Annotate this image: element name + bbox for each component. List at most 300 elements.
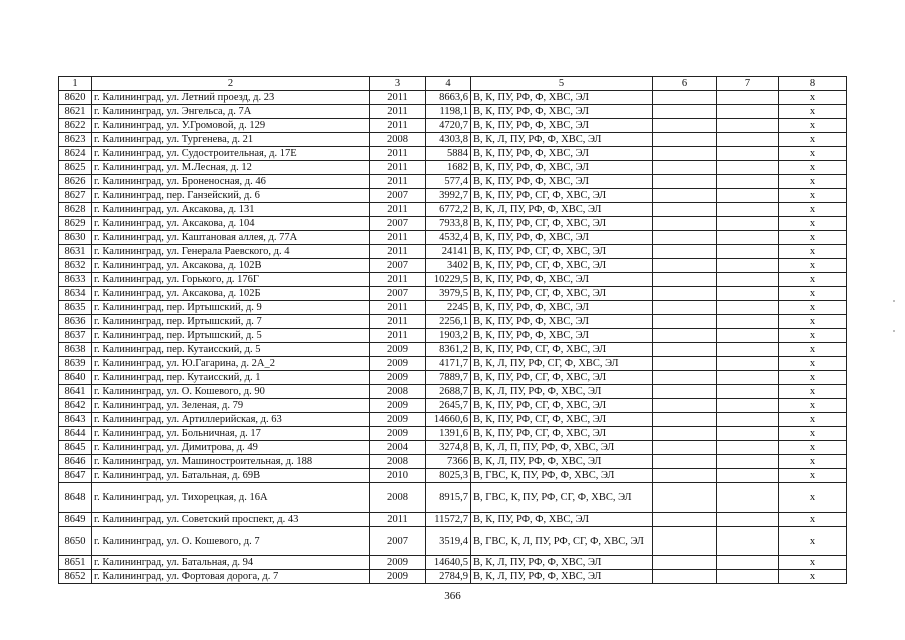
column-6-cell — [653, 189, 717, 203]
column-7-cell — [717, 175, 779, 189]
year-cell: 2011 — [370, 329, 426, 343]
column-7-cell — [717, 189, 779, 203]
column-6-cell — [653, 413, 717, 427]
row-number-cell: 8628 — [59, 203, 92, 217]
area-cell: 7366 — [426, 455, 471, 469]
area-cell: 2784,9 — [426, 570, 471, 584]
year-cell: 2011 — [370, 175, 426, 189]
utilities-cell: В, К, ПУ, РФ, СГ, Ф, ХВС, ЭЛ — [471, 427, 653, 441]
area-cell: 8663,6 — [426, 91, 471, 105]
table-row — [59, 329, 847, 343]
table-row — [59, 91, 847, 105]
address-cell: г. Калининград, ул. Аксакова, д. 102В — [92, 259, 370, 273]
area-cell: 577,4 — [426, 175, 471, 189]
column-8-cell: x — [779, 245, 847, 259]
row-number-cell: 8651 — [59, 556, 92, 570]
row-number-cell: 8648 — [59, 483, 92, 513]
address-cell: г. Калининград, пер. Ганзейский, д. 6 — [92, 189, 370, 203]
area-cell: 1903,2 — [426, 329, 471, 343]
header-cell-6: 6 — [653, 77, 717, 91]
housing-register-table — [58, 76, 847, 584]
column-8-cell: x — [779, 105, 847, 119]
row-number-cell: 8629 — [59, 217, 92, 231]
column-6-cell — [653, 385, 717, 399]
utilities-cell: В, К, ПУ, РФ, Ф, ХВС, ЭЛ — [471, 231, 653, 245]
column-7-cell — [717, 301, 779, 315]
column-6-cell — [653, 245, 717, 259]
table-row — [59, 259, 847, 273]
column-6-cell — [653, 357, 717, 371]
header-cell-7: 7 — [717, 77, 779, 91]
column-6-cell — [653, 91, 717, 105]
address-cell: г. Калининград, ул. Советский проспект, д. 43 — [92, 513, 370, 527]
year-cell: 2011 — [370, 231, 426, 245]
column-8-cell: x — [779, 231, 847, 245]
table-row — [59, 315, 847, 329]
column-7-cell — [717, 105, 779, 119]
column-8-cell: x — [779, 399, 847, 413]
column-7-cell — [717, 469, 779, 483]
row-number-cell: 8634 — [59, 287, 92, 301]
row-number-cell: 8638 — [59, 343, 92, 357]
column-6-cell — [653, 273, 717, 287]
row-number-cell: 8631 — [59, 245, 92, 259]
utilities-cell: В, К, ПУ, РФ, СГ, Ф, ХВС, ЭЛ — [471, 287, 653, 301]
address-cell: г. Калининград, ул. Машиностроительная, д. 188 — [92, 455, 370, 469]
utilities-cell: В, К, Л, ПУ, РФ, СГ, Ф, ХВС, ЭЛ — [471, 357, 653, 371]
table-row — [59, 147, 847, 161]
column-6-cell — [653, 203, 717, 217]
row-number-cell: 8643 — [59, 413, 92, 427]
column-6-cell — [653, 315, 717, 329]
column-7-cell — [717, 399, 779, 413]
area-cell: 7933,8 — [426, 217, 471, 231]
table-row — [59, 483, 847, 513]
utilities-cell: В, ГВС, К, Л, ПУ, РФ, СГ, Ф, ХВС, ЭЛ — [471, 527, 653, 556]
table-row — [59, 371, 847, 385]
address-cell: г. Калининград, ул. Аксакова, д. 104 — [92, 217, 370, 231]
column-7-cell — [717, 217, 779, 231]
column-6-cell — [653, 231, 717, 245]
column-6-cell — [653, 301, 717, 315]
column-6-cell — [653, 217, 717, 231]
area-cell: 4532,4 — [426, 231, 471, 245]
column-8-cell: x — [779, 315, 847, 329]
column-8-cell: x — [779, 385, 847, 399]
table-row — [59, 343, 847, 357]
column-6-cell — [653, 483, 717, 513]
address-cell: г. Калининград, ул. О. Кошевого, д. 90 — [92, 385, 370, 399]
column-8-cell: x — [779, 329, 847, 343]
address-cell: г. Калининград, ул. Генерала Раевского, д. 4 — [92, 245, 370, 259]
column-7-cell — [717, 147, 779, 161]
column-8-cell: x — [779, 343, 847, 357]
column-6-cell — [653, 469, 717, 483]
address-cell: г. Калининград, ул. Зеленая, д. 79 — [92, 399, 370, 413]
utilities-cell: В, К, ПУ, РФ, СГ, Ф, ХВС, ЭЛ — [471, 245, 653, 259]
column-8-cell: x — [779, 357, 847, 371]
column-7-cell — [717, 413, 779, 427]
column-8-cell: x — [779, 469, 847, 483]
year-cell: 2008 — [370, 385, 426, 399]
area-cell: 24141 — [426, 245, 471, 259]
column-8-cell: x — [779, 513, 847, 527]
year-cell: 2010 — [370, 469, 426, 483]
table-row — [59, 203, 847, 217]
address-cell: г. Калининград, ул. О. Кошевого, д. 7 — [92, 527, 370, 556]
address-cell: г. Калининград, ул. Судостроительная, д. 17Е — [92, 147, 370, 161]
area-cell: 1682 — [426, 161, 471, 175]
column-6-cell — [653, 399, 717, 413]
table-row — [59, 105, 847, 119]
column-8-cell: x — [779, 161, 847, 175]
utilities-cell: В, К, ПУ, РФ, СГ, Ф, ХВС, ЭЛ — [471, 189, 653, 203]
column-8-cell: x — [779, 217, 847, 231]
column-7-cell — [717, 119, 779, 133]
table-body — [59, 91, 847, 584]
table-row — [59, 399, 847, 413]
column-8-cell: x — [779, 301, 847, 315]
header-cell-1: 1 — [59, 77, 92, 91]
area-cell: 2645,7 — [426, 399, 471, 413]
header-cell-5: 5 — [471, 77, 653, 91]
table-row — [59, 357, 847, 371]
column-6-cell — [653, 161, 717, 175]
utilities-cell: В, К, ПУ, РФ, СГ, Ф, ХВС, ЭЛ — [471, 217, 653, 231]
table-row — [59, 413, 847, 427]
utilities-cell: В, К, ПУ, РФ, Ф, ХВС, ЭЛ — [471, 513, 653, 527]
column-8-cell: x — [779, 189, 847, 203]
column-8-cell: x — [779, 427, 847, 441]
row-number-cell: 8639 — [59, 357, 92, 371]
row-number-cell: 8620 — [59, 91, 92, 105]
table-row — [59, 441, 847, 455]
area-cell: 14640,5 — [426, 556, 471, 570]
column-7-cell — [717, 91, 779, 105]
row-number-cell: 8645 — [59, 441, 92, 455]
row-number-cell: 8647 — [59, 469, 92, 483]
table-row — [59, 570, 847, 584]
area-cell: 1391,6 — [426, 427, 471, 441]
area-cell: 3519,4 — [426, 527, 471, 556]
area-cell: 4720,7 — [426, 119, 471, 133]
column-7-cell — [717, 455, 779, 469]
utilities-cell: В, К, ПУ, РФ, СГ, Ф, ХВС, ЭЛ — [471, 343, 653, 357]
column-7-cell — [717, 441, 779, 455]
address-cell: г. Калининград, пер. Иртышский, д. 7 — [92, 315, 370, 329]
year-cell: 2011 — [370, 147, 426, 161]
column-8-cell: x — [779, 371, 847, 385]
row-number-cell: 8626 — [59, 175, 92, 189]
utilities-cell: В, К, Л, ПУ, РФ, Ф, ХВС, ЭЛ — [471, 385, 653, 399]
row-number-cell: 8622 — [59, 119, 92, 133]
column-6-cell — [653, 427, 717, 441]
table-row — [59, 273, 847, 287]
column-7-cell — [717, 427, 779, 441]
header-cell-3: 3 — [370, 77, 426, 91]
year-cell: 2009 — [370, 556, 426, 570]
utilities-cell: В, К, ПУ, РФ, Ф, ХВС, ЭЛ — [471, 301, 653, 315]
column-8-cell: x — [779, 133, 847, 147]
area-cell: 4303,8 — [426, 133, 471, 147]
utilities-cell: В, К, ПУ, РФ, Ф, ХВС, ЭЛ — [471, 175, 653, 189]
area-cell: 11572,7 — [426, 513, 471, 527]
column-7-cell — [717, 245, 779, 259]
area-cell: 2688,7 — [426, 385, 471, 399]
utilities-cell: В, К, ПУ, РФ, СГ, Ф, ХВС, ЭЛ — [471, 399, 653, 413]
year-cell: 2009 — [370, 371, 426, 385]
address-cell: г. Калининград, ул. Артиллерийская, д. 63 — [92, 413, 370, 427]
area-cell: 3979,5 — [426, 287, 471, 301]
area-cell: 2256,1 — [426, 315, 471, 329]
column-8-cell: x — [779, 527, 847, 556]
utilities-cell: В, К, ПУ, РФ, СГ, Ф, ХВС, ЭЛ — [471, 413, 653, 427]
year-cell: 2007 — [370, 259, 426, 273]
area-cell: 3402 — [426, 259, 471, 273]
column-6-cell — [653, 556, 717, 570]
utilities-cell: В, К, ПУ, РФ, Ф, ХВС, ЭЛ — [471, 161, 653, 175]
year-cell: 2009 — [370, 427, 426, 441]
column-7-cell — [717, 513, 779, 527]
column-6-cell — [653, 455, 717, 469]
table-row — [59, 301, 847, 315]
column-6-cell — [653, 343, 717, 357]
column-8-cell: x — [779, 259, 847, 273]
area-cell: 10229,5 — [426, 273, 471, 287]
column-7-cell — [717, 231, 779, 245]
column-8-cell: x — [779, 119, 847, 133]
area-cell: 8361,2 — [426, 343, 471, 357]
address-cell: г. Калининград, ул. Ю.Гагарина, д. 2А_2 — [92, 357, 370, 371]
address-cell: г. Калининград, ул. Летний проезд, д. 23 — [92, 91, 370, 105]
address-cell: г. Калининград, ул. Аксакова, д. 102Б — [92, 287, 370, 301]
header-cell-4: 4 — [426, 77, 471, 91]
address-cell: г. Калининград, ул. Больничная, д. 17 — [92, 427, 370, 441]
table-row — [59, 245, 847, 259]
utilities-cell: В, К, ПУ, РФ, Ф, ХВС, ЭЛ — [471, 91, 653, 105]
header-cell-8: 8 — [779, 77, 847, 91]
utilities-cell: В, К, Л, П, ПУ, РФ, Ф, ХВС, ЭЛ — [471, 441, 653, 455]
utilities-cell: В, К, ПУ, РФ, СГ, Ф, ХВС, ЭЛ — [471, 371, 653, 385]
area-cell: 3274,8 — [426, 441, 471, 455]
address-cell: г. Калининград, пер. Иртышский, д. 9 — [92, 301, 370, 315]
utilities-cell: В, К, Л, ПУ, РФ, Ф, ХВС, ЭЛ — [471, 203, 653, 217]
column-6-cell — [653, 570, 717, 584]
year-cell: 2011 — [370, 105, 426, 119]
utilities-cell: В, К, Л, ПУ, РФ, Ф, ХВС, ЭЛ — [471, 556, 653, 570]
column-6-cell — [653, 527, 717, 556]
column-7-cell — [717, 385, 779, 399]
row-number-cell: 8636 — [59, 315, 92, 329]
year-cell: 2008 — [370, 455, 426, 469]
column-7-cell — [717, 357, 779, 371]
year-cell: 2007 — [370, 287, 426, 301]
address-cell: г. Калининград, ул. Броненосная, д. 46 — [92, 175, 370, 189]
row-number-cell: 8641 — [59, 385, 92, 399]
utilities-cell: В, К, ПУ, РФ, Ф, ХВС, ЭЛ — [471, 147, 653, 161]
table-row — [59, 527, 847, 556]
column-6-cell — [653, 329, 717, 343]
table-row — [59, 161, 847, 175]
column-8-cell: x — [779, 413, 847, 427]
column-8-cell: x — [779, 441, 847, 455]
year-cell: 2011 — [370, 161, 426, 175]
column-8-cell: x — [779, 455, 847, 469]
row-number-cell: 8644 — [59, 427, 92, 441]
address-cell: г. Калининград, пер. Иртышский, д. 5 — [92, 329, 370, 343]
address-cell: г. Калининград, ул. М.Лесная, д. 12 — [92, 161, 370, 175]
address-cell: г. Калининград, ул. Энгельса, д. 7А — [92, 105, 370, 119]
year-cell: 2011 — [370, 513, 426, 527]
row-number-cell: 8627 — [59, 189, 92, 203]
address-cell: г. Калининград, ул. У.Громовой, д. 129 — [92, 119, 370, 133]
table-row — [59, 287, 847, 301]
table-row — [59, 556, 847, 570]
row-number-cell: 8635 — [59, 301, 92, 315]
address-cell: г. Калининград, пер. Кутаисский, д. 1 — [92, 371, 370, 385]
table-row — [59, 469, 847, 483]
area-cell: 5884 — [426, 147, 471, 161]
area-cell: 4171,7 — [426, 357, 471, 371]
year-cell: 2011 — [370, 245, 426, 259]
table-row — [59, 385, 847, 399]
column-7-cell — [717, 161, 779, 175]
row-number-cell: 8650 — [59, 527, 92, 556]
column-6-cell — [653, 259, 717, 273]
utilities-cell: В, ГВС, К, ПУ, РФ, СГ, Ф, ХВС, ЭЛ — [471, 483, 653, 513]
utilities-cell: В, К, ПУ, РФ, Ф, ХВС, ЭЛ — [471, 329, 653, 343]
area-cell: 8915,7 — [426, 483, 471, 513]
area-cell: 14660,6 — [426, 413, 471, 427]
address-cell: г. Калининград, ул. Каштановая аллея, д. 77А — [92, 231, 370, 245]
table-row — [59, 189, 847, 203]
utilities-cell: В, ГВС, К, ПУ, РФ, Ф, ХВС, ЭЛ — [471, 469, 653, 483]
column-7-cell — [717, 527, 779, 556]
utilities-cell: В, К, ПУ, РФ, Ф, ХВС, ЭЛ — [471, 315, 653, 329]
column-7-cell — [717, 259, 779, 273]
scan-speck — [893, 330, 895, 332]
column-8-cell: x — [779, 203, 847, 217]
table-row — [59, 427, 847, 441]
address-cell: г. Калининград, ул. Тургенева, д. 21 — [92, 133, 370, 147]
year-cell: 2009 — [370, 570, 426, 584]
row-number-cell: 8623 — [59, 133, 92, 147]
column-7-cell — [717, 343, 779, 357]
area-cell: 3992,7 — [426, 189, 471, 203]
column-7-cell — [717, 329, 779, 343]
row-number-cell: 8621 — [59, 105, 92, 119]
address-cell: г. Калининград, ул. Батальная, д. 94 — [92, 556, 370, 570]
column-6-cell — [653, 441, 717, 455]
column-6-cell — [653, 371, 717, 385]
year-cell: 2009 — [370, 399, 426, 413]
column-8-cell: x — [779, 570, 847, 584]
address-cell: г. Калининград, пер. Кутаисский, д. 5 — [92, 343, 370, 357]
area-cell: 8025,3 — [426, 469, 471, 483]
column-8-cell: x — [779, 175, 847, 189]
column-7-cell — [717, 133, 779, 147]
address-cell: г. Калининград, ул. Димитрова, д. 49 — [92, 441, 370, 455]
column-6-cell — [653, 513, 717, 527]
column-7-cell — [717, 556, 779, 570]
row-number-cell: 8632 — [59, 259, 92, 273]
year-cell: 2011 — [370, 119, 426, 133]
year-cell: 2007 — [370, 217, 426, 231]
column-6-cell — [653, 175, 717, 189]
row-number-cell: 8642 — [59, 399, 92, 413]
column-8-cell: x — [779, 91, 847, 105]
row-number-cell: 8637 — [59, 329, 92, 343]
column-8-cell: x — [779, 556, 847, 570]
header-row — [59, 77, 847, 91]
table-row — [59, 119, 847, 133]
table-row — [59, 513, 847, 527]
row-number-cell: 8633 — [59, 273, 92, 287]
year-cell: 2008 — [370, 483, 426, 513]
column-7-cell — [717, 203, 779, 217]
year-cell: 2004 — [370, 441, 426, 455]
row-number-cell: 8649 — [59, 513, 92, 527]
utilities-cell: В, К, ПУ, РФ, Ф, ХВС, ЭЛ — [471, 105, 653, 119]
header-cell-2: 2 — [92, 77, 370, 91]
column-6-cell — [653, 119, 717, 133]
year-cell: 2011 — [370, 203, 426, 217]
column-8-cell: x — [779, 273, 847, 287]
table-row — [59, 133, 847, 147]
table-row — [59, 217, 847, 231]
area-cell: 7889,7 — [426, 371, 471, 385]
column-7-cell — [717, 315, 779, 329]
row-number-cell: 8625 — [59, 161, 92, 175]
year-cell: 2011 — [370, 315, 426, 329]
column-7-cell — [717, 570, 779, 584]
column-8-cell: x — [779, 287, 847, 301]
column-8-cell: x — [779, 483, 847, 513]
address-cell: г. Калининград, ул. Батальная, д. 69В — [92, 469, 370, 483]
year-cell: 2007 — [370, 527, 426, 556]
utilities-cell: В, К, ПУ, РФ, СГ, Ф, ХВС, ЭЛ — [471, 259, 653, 273]
address-cell: г. Калининград, ул. Аксакова, д. 131 — [92, 203, 370, 217]
utilities-cell: В, К, Л, ПУ, РФ, Ф, ХВС, ЭЛ — [471, 570, 653, 584]
row-number-cell: 8646 — [59, 455, 92, 469]
column-6-cell — [653, 147, 717, 161]
utilities-cell: В, К, Л, ПУ, РФ, Ф, ХВС, ЭЛ — [471, 133, 653, 147]
page-number: 366 — [444, 590, 461, 602]
column-6-cell — [653, 287, 717, 301]
year-cell: 2009 — [370, 357, 426, 371]
year-cell: 2007 — [370, 189, 426, 203]
row-number-cell: 8652 — [59, 570, 92, 584]
row-number-cell: 8624 — [59, 147, 92, 161]
address-cell: г. Калининград, ул. Горького, д. 176Г — [92, 273, 370, 287]
area-cell: 1198,1 — [426, 105, 471, 119]
address-cell: г. Калининград, ул. Тихорецкая, д. 16А — [92, 483, 370, 513]
column-7-cell — [717, 273, 779, 287]
address-cell: г. Калининград, ул. Фортовая дорога, д. 7 — [92, 570, 370, 584]
scan-speck — [893, 300, 895, 302]
year-cell: 2008 — [370, 133, 426, 147]
column-7-cell — [717, 287, 779, 301]
column-7-cell — [717, 483, 779, 513]
area-cell: 6772,2 — [426, 203, 471, 217]
utilities-cell: В, К, Л, ПУ, РФ, Ф, ХВС, ЭЛ — [471, 455, 653, 469]
utilities-cell: В, К, ПУ, РФ, Ф, ХВС, ЭЛ — [471, 273, 653, 287]
table-row — [59, 231, 847, 245]
row-number-cell: 8640 — [59, 371, 92, 385]
column-6-cell — [653, 133, 717, 147]
area-cell: 2245 — [426, 301, 471, 315]
table-row — [59, 175, 847, 189]
